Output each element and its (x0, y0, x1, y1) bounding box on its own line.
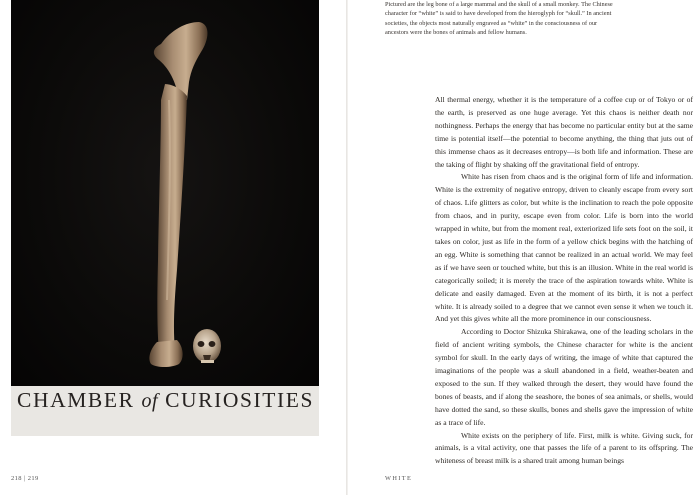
paragraph-1: All thermal energy, whether it is the temperature of a coffee cup or of Tokyo or of the earth, is preserved as one huge average. Yet this chaos is neither death nor nothingness. Perhaps the energy that has become no particular entity but at the same time is potential itself—the potential to become anything, the thing that juts out of this immense chaos as it decreases entropy—is both life and information. These are the taking of flight by shaking off the gravitational field of entropy. (435, 95, 693, 169)
photo-caption (385, 0, 620, 38)
title-word-of: of (141, 390, 159, 412)
bone-skull-photo (11, 0, 319, 386)
paragraph-2: White has risen from chaos and is the original form of life and information. White is the extremity of negative entropy, driven to cleanly escape from every sort of chaos. Life glitters as color, but white is the inclination to reach the pole opposite from chaos, and in purity, escape even from color. Life is born into the world wrapped in white, but from the moment real, exteriorized life sets foot on the soil, it takes on color, just as life in the form of a yellow chick begins with the hatching of an egg. White is something that cannot be realized in an actual world. We may feel as if we have seen or touched white, but this is an illusion. White in the real world is categorically soiled; it is merely the trace of the aspiration towards white. White is delicate and easily damaged. Even at the moment of its birth, it is not a perfect white. It is already soiled to a degree that we cannot even sense it when we touch it. And yet this gives white all the more prominence in our consciousness. (435, 172, 693, 324)
book-gutter (346, 0, 348, 495)
title-word-chamber: CHAMBER (17, 388, 135, 412)
paragraph-4: White exists on the periphery of life. First, milk is white. Giving suck, for animals, is a vital activity, one that passes the life of a parent to its offspring. The whiteness of breast milk is a shared trait among human beings (435, 430, 693, 466)
page-numbers: 218 | 219 (11, 475, 39, 482)
bone-and-skull-illustration (11, 0, 319, 386)
caption-text: Pictured are the leg bone of a large mammal and the skull of a small monkey. The Chinese character for “white” is said to have developed from the hieroglyph for “skull.” In ancient societies, the objects most naturally engraved as “white” in the consciousness of our ancestors were the bones of animals and fellow humans. (385, 1, 613, 37)
essay-body (435, 94, 693, 468)
left-page (0, 0, 347, 495)
paragraph-3: According to Doctor Shizuka Shirakawa, one of the leading scholars in the field of ancient writing symbols, the Chinese character for white is the ancient symbol for skull. In the early days of writing, the image of white that captured the imaginations of the people was a skull abandoned in a field, weather-beaten and exposed to the sun. If they walked through the desert, they would have found the bones of beasts, and if along the seashore, the bones of sea animals, or shells, would have dotted the sand, so these skulls, bones and shells gave the impression of white as a trace of life. (435, 327, 693, 427)
running-footer: WHITE (385, 475, 413, 482)
title-word-curiosities: CURIOSITIES (165, 388, 315, 412)
book-title (17, 388, 317, 413)
